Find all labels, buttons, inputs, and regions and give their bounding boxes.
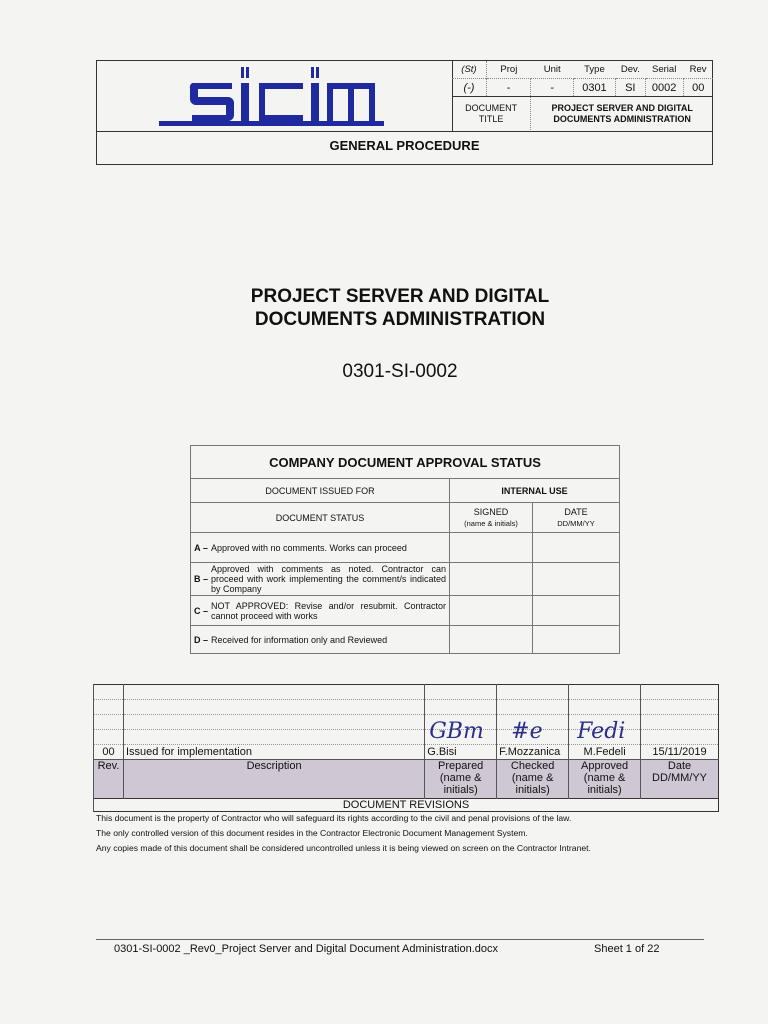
row-signed-cell [450,563,533,596]
empty-row [94,700,719,715]
empty-row [94,685,719,700]
revision-row-00 [94,745,719,760]
code-value-proj: - [486,79,530,97]
general-procedure-label: GENERAL PROCEDURE [97,131,712,165]
code-label-serial: Serial [652,64,677,75]
document-header [96,60,713,165]
row-letter: C – [191,596,212,626]
rev-date: 15/11/2019 [641,745,719,760]
note-line: Any copies made of this document shall be considered uncontrolled unless it is being viewed on screen on the Contractor Intranet. [96,843,591,853]
row-letter: D – [191,626,212,654]
code-label-st: (St) [461,64,477,75]
code-value-unit: - [531,79,574,97]
row-description: Received for information only and Reviewed [211,626,450,654]
code-value-st: (-) [452,79,486,97]
approval-row-d [191,626,620,654]
legal-notes [96,811,736,856]
row-description: NOT APPROVED: Revise and/or resubmit. Contractor cannot proceed with works [211,596,450,626]
date-header [533,503,620,533]
footer-divider [96,939,704,940]
prepared-name: G.Bisi [427,746,457,758]
doc-title-value: PROJECT SERVER AND DIGITAL DOCUMENTS ADMINISTRATION [531,97,713,131]
logo-text: sicim [277,129,280,130]
checked-name: F.Mozzanica [499,746,561,758]
row-date-cell [533,563,620,596]
date-label: DATE [564,506,588,517]
code-value-dev: SI [615,79,645,97]
row-date-cell [533,626,620,654]
signature-checked: #e [511,719,543,744]
code-label-rev: Rev [689,64,707,75]
date-header: Date DD/MM/YY [641,760,719,799]
date-sub: DD/MM/YY [557,518,595,528]
approval-row-a [191,533,620,563]
signed-label: SIGNED [473,506,509,517]
company-logo [97,61,453,131]
row-signed-cell [450,533,533,563]
row-signed-cell [450,626,533,654]
approved-header: Approved (name & initials) [569,760,641,799]
row-letter: A – [191,533,212,563]
footer-sheet-number: Sheet 1 of 22 [594,943,660,955]
rev-approved [569,719,641,760]
signature-approved: Fedi [577,719,626,744]
sicim-logo-graphic [97,61,452,131]
signed-header [450,503,533,533]
approval-row-b [191,563,620,596]
signature-prepared: GBm [429,719,484,744]
code-label-type: Type [584,64,605,75]
revisions-table [93,684,719,812]
footer-filename: 0301-SI-0002 _Rev0_Project Server and Digital Document Administration.docx [114,943,498,955]
note-line: The only controlled version of this document resides in the Contractor Electronic Document Management System. [96,828,528,838]
row-date-cell [533,596,620,626]
note-line: This document is the property of Contractor who will safeguard its rights according to the civil and penal provisions of the law. [96,813,572,823]
code-value-rev: 00 [683,79,713,97]
title-line-2: DOCUMENTS ADMINISTRATION [254,309,546,330]
code-value-type: 0301 [574,79,616,97]
approved-name: M.Fedeli [583,746,626,758]
rev-checked [497,719,569,760]
rev-header: Rev. [94,760,124,799]
row-date-cell [533,533,620,563]
doc-title-label: DOCUMENT TITLE [452,97,531,131]
code-label-proj: Proj [486,61,530,79]
code-label-dev: Dev. [620,64,640,75]
description-header: Description [123,760,424,799]
rev-prepared [425,719,497,760]
rev-description: Issued for implementation [123,745,424,760]
row-description: Approved with no comments. Works can proceed [211,533,450,563]
document-number: 0301-SI-0002 [342,361,458,382]
row-signed-cell [450,596,533,626]
code-value-serial: 0002 [645,79,683,97]
signed-sub: (name & initials) [464,518,518,528]
title-line-1: PROJECT SERVER AND DIGITAL [250,286,550,307]
revisions-footer: DOCUMENT REVISIONS [94,799,719,812]
approval-heading: COMPANY DOCUMENT APPROVAL STATUS [191,446,620,479]
document-status-label: DOCUMENT STATUS [191,503,450,533]
approval-status-table [190,445,620,654]
code-label-unit: Unit [543,64,561,75]
revisions-header-row [94,760,719,799]
approval-row-c [191,596,620,626]
document-main-title [150,285,650,331]
checked-header: Checked (name & initials) [497,760,569,799]
document-codes [452,61,713,131]
prepared-header: Prepared (name & initials) [425,760,497,799]
issued-for-label: DOCUMENT ISSUED FOR [191,479,450,503]
row-letter: B – [191,563,212,596]
issued-for-value: INTERNAL USE [450,479,620,503]
row-description: Approved with comments as noted. Contractor can proceed with work implementing the comment/s indicated by Company [211,563,450,596]
rev-number: 00 [94,745,124,760]
